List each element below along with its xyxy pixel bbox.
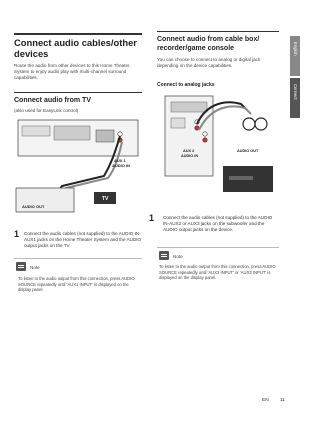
tv-connection-diagram (14, 116, 142, 216)
left-section-rule (14, 92, 142, 93)
left-note-text: To listen to the audio output from this connection, press AUDIO SOURCE repeatedly until 'AUX1 INPUT' is displayed on the display panel. (18, 276, 135, 293)
svg-text:AUX 2: AUX 2 (183, 149, 195, 153)
left-note-label: Note (30, 265, 40, 270)
right-intro: You can choose to connect to analog or digital jack depending on the device capabilities. (157, 57, 261, 69)
left-step-text: Connect the audio cables (not supplied) to the AUDIO IN-AUX1 jacks on the Home Theater System and the AUDIO output jacks on the TV. (24, 231, 142, 249)
right-note-label: Note (173, 254, 183, 259)
right-note-text: To listen to the audio output from this connection, press AUDIO SOURCE repeatedly until 'AUX2 INPUT' or 'AUX3 INPUT' is displayed on the display panel. (159, 264, 276, 281)
side-tab-connect-label: Connect (293, 84, 298, 100)
right-note-rule (157, 247, 279, 248)
svg-text:AUDIO IN: AUDIO IN (181, 154, 199, 158)
footer-page-number: 11 (280, 398, 285, 403)
device-connection-diagram (157, 92, 279, 200)
note-icon (16, 262, 26, 271)
svg-text:AUDIO OUT: AUDIO OUT (237, 149, 259, 153)
left-section-sub: (also used for EasyLink control) (14, 108, 79, 113)
left-step-number: 1 (14, 229, 20, 239)
left-section-title: Connect audio from TV (14, 97, 91, 104)
left-heading: Connect audio cables/other devices (14, 37, 137, 59)
side-tab-connect (290, 78, 300, 118)
left-note-rule (14, 258, 142, 259)
right-step-text: Connect the audio cables (not supplied) to the AUDIO IN-AUX2 or AUX3 jacks on the subwoofer and the AUDIO output jacks on the device. (163, 215, 273, 233)
svg-text:AUDIO OUT: AUDIO OUT (22, 204, 45, 209)
note-icon (159, 251, 169, 260)
right-step-number: 1 (149, 213, 155, 223)
side-tab-english (290, 36, 300, 76)
svg-text:AUX 1: AUX 1 (114, 158, 126, 163)
side-tab-english-label: English (293, 42, 298, 56)
right-heading: Connect audio from cable box/ recorder/game console (157, 36, 260, 52)
svg-text:AUDIO IN: AUDIO IN (112, 163, 130, 168)
left-title-rule (14, 33, 142, 35)
right-section-title: Connect to analog jacks (157, 82, 215, 88)
svg-text:TV: TV (102, 196, 109, 202)
right-title-rule (157, 31, 279, 32)
footer-language: EN (262, 398, 269, 403)
left-intro: Route the audio from other devices to this Home Theater System to enjoy audio play with multi-channel surround capabilities. (14, 63, 130, 81)
